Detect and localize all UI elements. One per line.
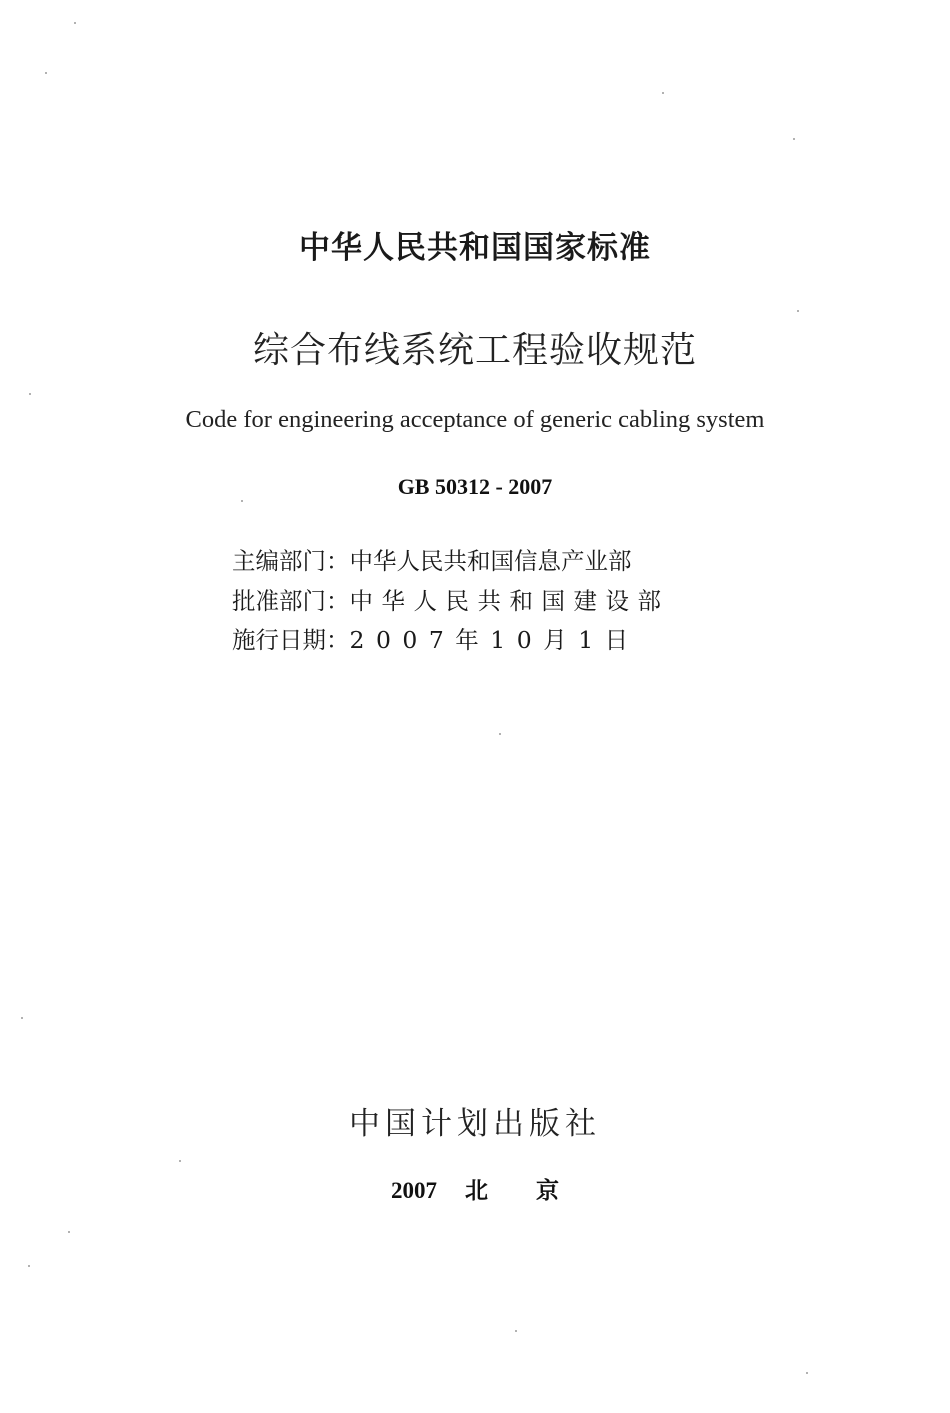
chief-editor-value: 中华人民共和国信息产业部 <box>349 547 632 575</box>
approver-value: 中华人民共和国建设部 <box>349 587 670 615</box>
year-city-line <box>0 1172 950 1205</box>
city-char-1: 北 <box>465 1178 488 1203</box>
effective-date-row <box>232 621 640 655</box>
scan-speck <box>45 72 47 74</box>
national-standard-heading: 中华人民共和国国家标准 <box>299 230 651 266</box>
effective-date-value: 2007年10月1日 <box>349 626 640 654</box>
title-english: Code for engineering acceptance of generic cabling system <box>185 406 765 433</box>
scan-speck <box>74 22 76 24</box>
scan-speck <box>806 1372 808 1374</box>
effective-date-label: 施行日期： <box>232 626 350 654</box>
approver-label: 批准部门： <box>232 587 350 615</box>
scan-speck <box>793 138 795 140</box>
scan-speck <box>797 310 799 312</box>
scan-speck <box>241 500 243 502</box>
chief-editor-label: 主编部门： <box>232 547 350 575</box>
publication-year: 2007 <box>391 1178 437 1203</box>
chief-editor-row <box>232 542 632 576</box>
publisher-name: 中国计划出版社 <box>349 1106 601 1142</box>
scan-speck <box>28 1265 30 1267</box>
scan-speck <box>68 1231 70 1233</box>
scan-speck <box>21 1017 23 1019</box>
scan-speck <box>515 1330 517 1332</box>
standard-code: GB 50312 - 2007 <box>397 474 553 499</box>
title-chinese: 综合布线系统工程验收规范 <box>252 330 697 371</box>
scan-speck <box>499 733 501 735</box>
approver-row <box>232 582 670 616</box>
city-char-2: 京 <box>536 1178 559 1203</box>
scan-speck <box>179 1160 181 1162</box>
scan-speck <box>662 92 664 94</box>
scan-speck <box>29 393 31 395</box>
